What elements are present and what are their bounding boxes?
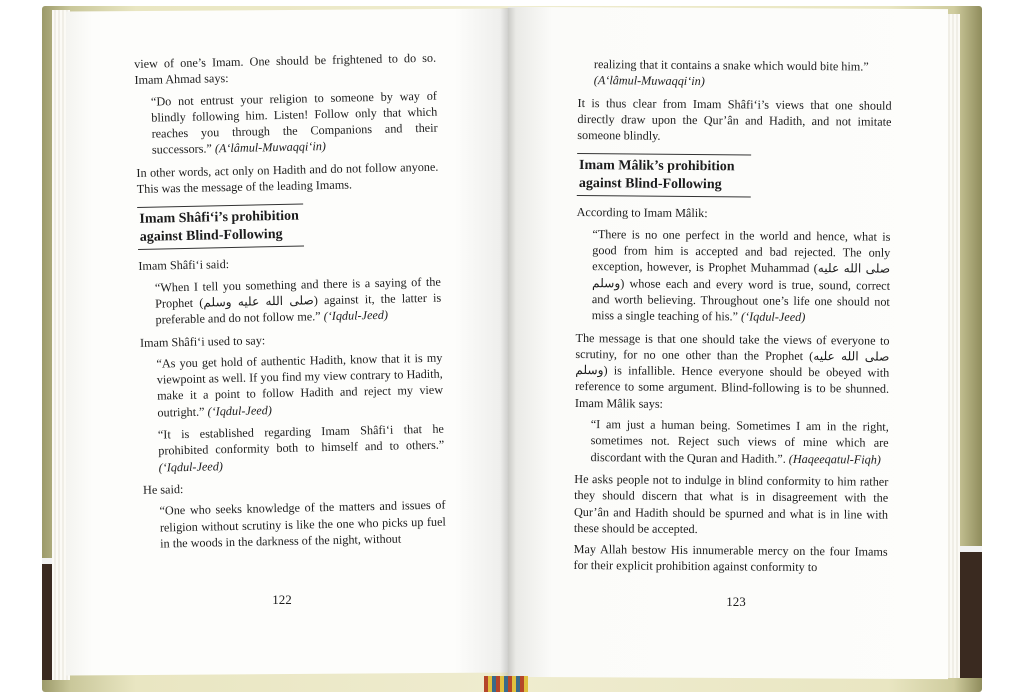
cover-band-right [958,548,982,678]
paragraph: Imam Shâfi‘i used to say: [139,332,266,350]
left-page-text [134,50,446,558]
page-number-right: 123 [726,594,746,609]
quotation: “When I tell you something and there is a saying of the Prophet (صلى الله عليه وسلم) against it, the latter is preferable and do not follow me.” (‘Iqdul-Jeed) [154,274,442,327]
bookmark-ribbon [484,676,528,692]
quotation: realizing that it contains a snake which would bite him.” (A‘lâmul-Muwaqqi‘in) [593,57,869,89]
book-gutter [500,8,516,680]
paragraph: In other words, act only on Hadith and do not follow anyone. This was the message of the leading Imams. [136,159,439,197]
quotation: “There is no one perfect in the world and hence, what is good from him is accepted and bad rejected. The only exception, however, is Prophet Muhammad (صلى الله عليه وسلم) whose each and every word is true, sound, correct and worth believing. Throughout one’s life one should not miss a single teaching of his.” (‘Iqdul-Jeed) [591,226,891,325]
page-number-left: 122 [272,592,292,607]
section-heading: Imam Shâfi‘i’s prohibition against Blind-Following [137,204,304,250]
paragraph: He asks people not to indulge in blind conformity to him rather they should discern that what is in disagreement with the Qur’ân and Hadith should be spurned and what is in line with these should be accepted. [573,471,889,536]
citation: (‘Iqdul-Jeed) [207,402,272,419]
paragraph: He said: [142,482,184,497]
section-heading: Imam Mâlik’s prohibition against Blind-Following [577,153,751,198]
paragraph: view of one’s Imam. One should be frightened to do so. Imam Ahmad says: [134,50,437,88]
paragraph: Imam Shâfi‘i said: [138,257,230,274]
citation: (A‘lâmul-Muwaqqi‘in) [593,73,705,89]
citation: (‘Iqdul-Jeed) [740,309,806,325]
citation: (Haqeeqatul-Fiqh) [788,451,881,467]
citation: (‘Iqdul-Jeed) [158,458,224,475]
paragraph: According to Imam Mâlik: [576,205,708,221]
citation: (A‘lâmul-Muwaqqi‘in) [214,139,327,156]
quotation: “I am just a human being. Sometimes I am in the right, sometimes not. Reject such views of mine which are discordant with the Quran and Hadith.”. (Haqeeqatul-Fiqh) [590,417,889,467]
quotation: “It is established regarding Imam Shâfi‘i that he prohibited conformity both to himself and to others.” (‘Iqdul-Jeed) [157,421,445,475]
paragraph: May Allah bestow His innumerable mercy on the four Imams for their explicit prohibition against conformity to [573,542,888,575]
quotation: “As you get hold of authentic Hadith, know that it is my viewpoint as well. If you find my view contrary to Hadith, make it a point to follow Hadith and reject my view outright.” (‘Iqdul-Jeed) [156,350,444,420]
citation: (‘Iqdul-Jeed) [323,308,389,324]
quotation: “Do not entrust your religion to someone by way of blindly following him. Listen! Follow only that which reaches you through the Companions and their successors.” (A‘lâmul-Muwaqqi‘in) [150,88,438,158]
right-page-text [573,56,892,581]
cover-stripe-right [958,546,982,552]
paragraph: The message is that one should take the views of everyone to scrutiny, for no one other than the Prophet (صلى الله عليه وسلم) is infallible. Hence everyone should be obeyed with reference to some argument. Blind-following is to be shunned. Imam Mâlik says: [574,330,890,411]
paragraph: It is thus clear from Imam Shâfi‘i’s views that one should directly draw upon the Qur’ân and Hadith, and not imitate someone blindly. [577,95,892,143]
quotation: “One who seeks knowledge of the matters and issues of religion without scrutiny is like the one who picks up fuel in the woods in the darkness of the night, without [159,497,446,551]
